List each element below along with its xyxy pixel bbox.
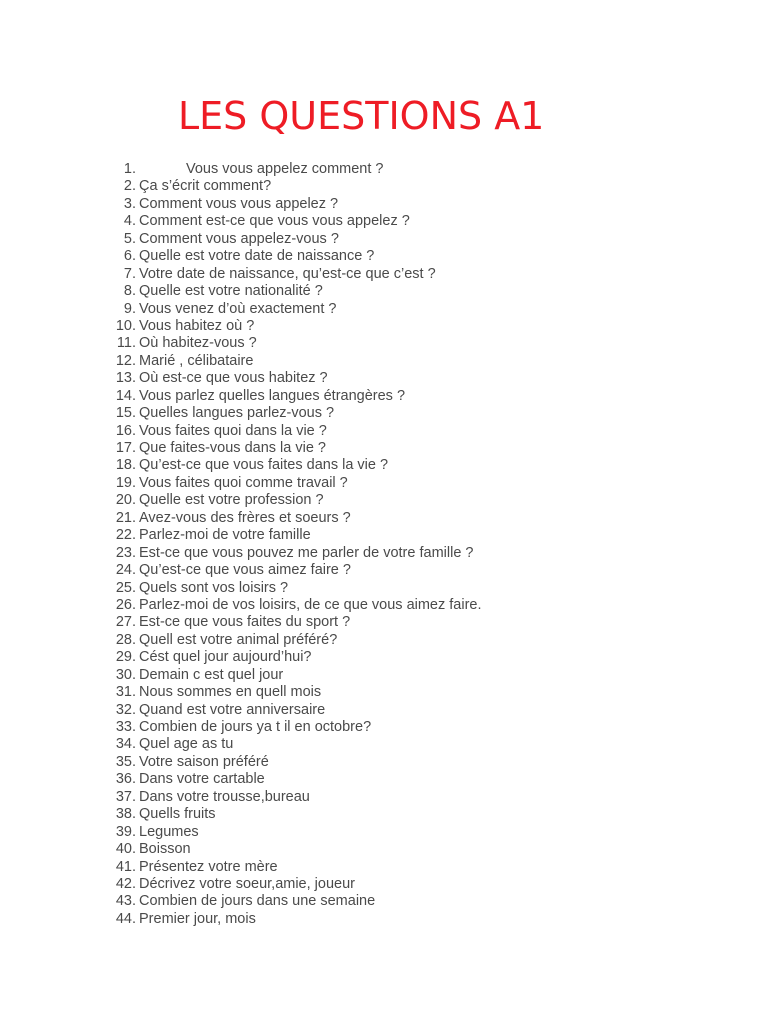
question-number: 36.	[115, 771, 136, 788]
question-text: Qu’est-ce que vous aimez faire ?	[139, 562, 351, 579]
question-text: Est-ce que vous pouvez me parler de votre famille ?	[139, 544, 474, 561]
question-number: 42.	[115, 875, 136, 892]
question-number: 29.	[115, 649, 136, 666]
question-text: Combien de jours dans une semaine	[139, 893, 376, 910]
question-text: Quell est votre animal préféré?	[139, 631, 338, 648]
question-number: 34.	[115, 736, 136, 753]
question-number: 19.	[115, 474, 136, 491]
question-text: Demain c est quel jour	[139, 666, 284, 683]
question-number: 13.	[115, 370, 136, 387]
question-number: 27.	[115, 614, 136, 631]
question-text: Comment est-ce que vous vous appelez ?	[139, 213, 410, 230]
question-number: 14.	[115, 387, 136, 404]
question-text: Nous sommes en quell mois	[139, 684, 322, 701]
question-text: Avez-vous des frères et soeurs ?	[139, 509, 351, 526]
question-number: 39.	[115, 823, 136, 840]
question-text: Vous faites quoi comme travail ?	[139, 474, 348, 491]
question-number: 35.	[115, 753, 136, 770]
question-number: 18.	[115, 457, 136, 474]
question-number: 15.	[115, 405, 136, 422]
page-title: LES QUESTIONS A1	[178, 94, 545, 138]
question-number: 1.	[123, 161, 136, 177]
question-text: Quells fruits	[139, 806, 216, 823]
question-text: Vous parlez quelles langues étrangères ?	[139, 387, 406, 404]
question-text: Que faites-vous dans la vie ?	[139, 440, 326, 456]
question-text: Comment vous appelez-vous ?	[139, 230, 339, 247]
question-number: 12.	[115, 352, 136, 369]
question-text: Quelle est votre date de naissance ?	[139, 248, 375, 265]
question-text: Quelle est votre profession ?	[139, 492, 324, 509]
question-text: Votre date de naissance, qu’est-ce que c’est ?	[139, 265, 436, 282]
question-number: 20.	[115, 492, 136, 509]
question-number: 38.	[115, 806, 136, 823]
question-number: 16.	[115, 422, 136, 439]
question-text: Présentez votre mère	[139, 858, 278, 875]
question-text: Vous faites quoi dans la vie ?	[139, 422, 327, 439]
question-number: 24.	[115, 562, 136, 579]
question-number: 10.	[115, 317, 136, 334]
question-number: 2.	[123, 178, 136, 195]
question-text: Premier jour, mois	[139, 910, 256, 927]
question-text: Qu’est-ce que vous faites dans la vie ?	[139, 457, 389, 474]
question-text: Quand est votre anniversaire	[139, 701, 326, 718]
question-text: Quelles langues parlez-vous ?	[139, 405, 335, 422]
question-text: Vous habitez où ?	[139, 317, 255, 334]
question-text: Parlez-moi de votre famille	[139, 527, 311, 544]
question-text: Boisson	[139, 841, 191, 858]
question-number: 30.	[115, 666, 136, 683]
question-text: Parlez-moi de vos loisirs, de ce que vous aimez faire.	[139, 596, 482, 613]
question-text: Vous venez d’où exactement ?	[139, 300, 337, 317]
question-number: 22.	[115, 527, 136, 544]
question-text: Dans votre cartable	[139, 771, 265, 788]
question-number: 21.	[115, 509, 136, 526]
question-number: 5.	[123, 230, 136, 247]
question-text: Combien de jours ya t il en octobre?	[139, 719, 372, 735]
question-number: 6.	[123, 248, 136, 265]
question-number: 9.	[123, 300, 136, 317]
question-text: Cést quel jour aujourd’hui?	[139, 649, 312, 666]
question-number: 4.	[123, 213, 136, 230]
question-number: 8.	[123, 283, 136, 300]
question-text: Ça s’écrit comment?	[139, 178, 272, 195]
question-number: 23.	[115, 544, 136, 561]
question-number: 31.	[115, 684, 136, 701]
question-number: 37.	[115, 788, 136, 805]
question-number: 33.	[115, 719, 136, 735]
question-number: 28.	[115, 631, 136, 648]
question-number: 26.	[115, 596, 136, 613]
question-number: 3.	[123, 195, 136, 212]
question-text: Votre saison préféré	[139, 753, 269, 770]
question-text: Quelle est votre nationalité ?	[139, 283, 323, 300]
question-number: 32.	[115, 701, 136, 718]
question-number: 43.	[115, 893, 136, 910]
question-text: Legumes	[139, 823, 199, 840]
question-text: Est-ce que vous faites du sport ?	[139, 614, 351, 631]
question-text: Vous vous appelez comment ?	[186, 161, 384, 177]
question-text: Où est-ce que vous habitez ?	[139, 370, 328, 387]
question-text: Quel age as tu	[139, 736, 234, 753]
question-number: 11.	[116, 335, 136, 352]
question-text: Comment vous vous appelez ?	[139, 195, 339, 212]
question-number: 44.	[115, 910, 136, 927]
question-number: 25.	[115, 579, 136, 596]
question-number: 7.	[123, 265, 136, 282]
question-number: 41.	[115, 858, 136, 875]
question-number: 40.	[115, 841, 136, 858]
question-text: Dans votre trousse,bureau	[139, 788, 310, 805]
question-text: Marié , célibataire	[139, 352, 254, 369]
question-text: Où habitez-vous ?	[139, 335, 257, 352]
question-number: 17.	[115, 440, 136, 456]
question-text: Quels sont vos loisirs ?	[139, 579, 289, 596]
question-text: Décrivez votre soeur,amie, joueur	[139, 875, 355, 892]
